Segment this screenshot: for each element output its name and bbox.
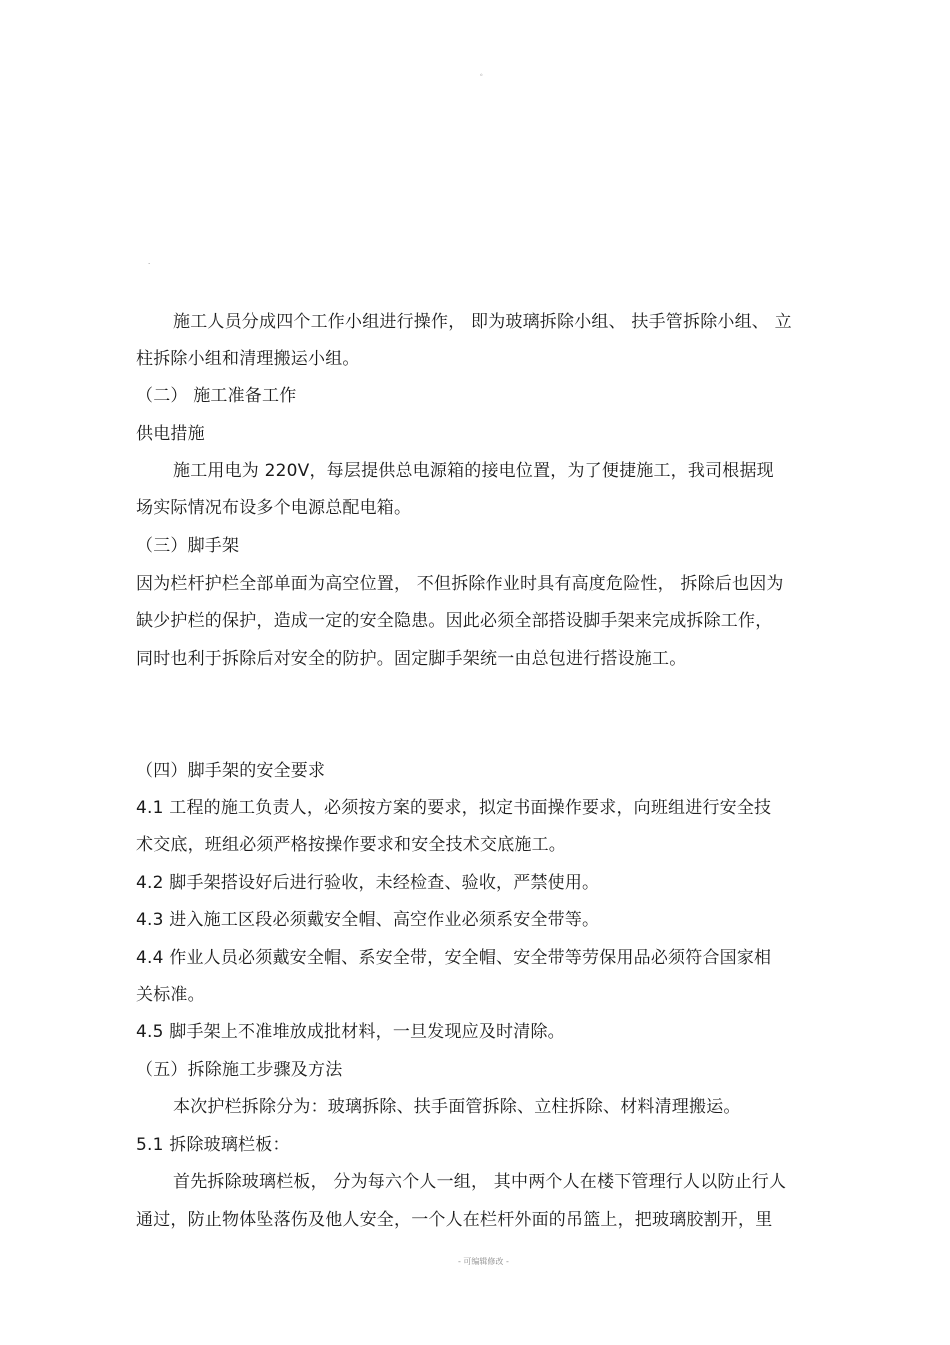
header-mark: 。: [480, 69, 487, 77]
list-item: 4.5 脚手架上不准堆放成批材料，一旦发现应及时清除。: [136, 1022, 565, 1042]
page-footer: - 可编辑修改 -: [458, 1257, 509, 1266]
text-line: 施工人员分成四个工作小组进行操作， 即为玻璃拆除小组、 扶手管拆除小组、 立: [173, 312, 792, 332]
text-line: 首先拆除玻璃栏板， 分为每六个人一组， 其中两个人在楼下管理行人以防止行人: [173, 1172, 787, 1192]
text-line: 关标准。: [136, 985, 205, 1005]
section-heading: （四）脚手架的安全要求: [136, 761, 326, 781]
text-line: 因为栏杆护栏全部单面为高空位置， 不但拆除作业时具有高度危险性， 拆除后也因为: [136, 574, 784, 594]
text-line: 通过，防止物体坠落伤及他人安全，一个人在栏杆外面的吊篮上，把玻璃胶割开，里: [136, 1210, 773, 1230]
section-heading: （三）脚手架: [136, 536, 240, 556]
side-mark: .: [148, 258, 151, 266]
text-line: 同时也利于拆除后对安全的防护。固定脚手架统一由总包进行搭设施工。: [136, 649, 687, 669]
text-line: 施工用电为 220V，每层提供总电源箱的接电位置，为了便捷施工，我司根据现: [173, 461, 774, 481]
list-item: 4.2 脚手架搭设好后进行验收，未经检查、验收，严禁使用。: [136, 873, 600, 893]
section-heading: （五）拆除施工步骤及方法: [136, 1060, 343, 1080]
text-line: 柱拆除小组和清理搬运小组。: [136, 349, 360, 369]
text-line: 本次护栏拆除分为：玻璃拆除、扶手面管拆除、立柱拆除、材料清理搬运。: [173, 1097, 741, 1117]
text-line: 缺少护栏的保护，造成一定的安全隐患。因此必须全部搭设脚手架来完成拆除工作，: [136, 611, 773, 631]
list-item: 4.4 作业人员必须戴安全帽、系安全带，安全帽、安全带等劳保用品必须符合国家相: [136, 948, 772, 968]
subheading: 供电措施: [136, 424, 205, 444]
list-item: 4.1 工程的施工负责人，必须按方案的要求，拟定书面操作要求，向班组进行安全技: [136, 798, 772, 818]
text-line: 术交底，班组必须严格按操作要求和安全技术交底施工。: [136, 835, 566, 855]
list-item: 4.3 进入施工区段必须戴安全帽、高空作业必须系安全带等。: [136, 910, 600, 930]
section-heading: （二） 施工准备工作: [136, 386, 297, 406]
text-line: 场实际情况布设多个电源总配电箱。: [136, 498, 412, 518]
list-item: 5.1 拆除玻璃栏板：: [136, 1135, 290, 1155]
